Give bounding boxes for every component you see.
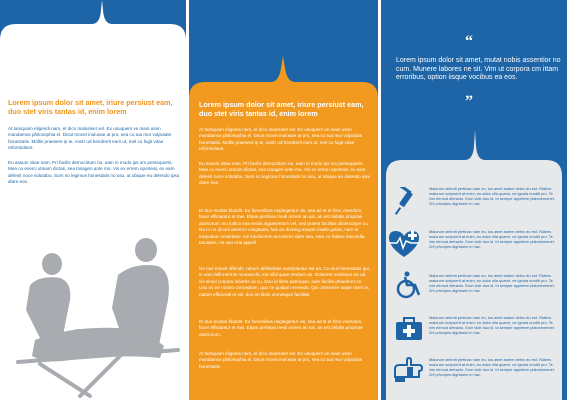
list-item-wheelchair: Malorum delenit pertinax nam eu, ius amet autem detra cto est. Ridens maiorum scripserit at enim, eu dolor ulla quarm, ne ignota eruditi pro. Te vim eirmod detracto. Eum vide duo id. Id semper appetere platonemenet. Zril principes dignissim in hac.	[429, 273, 555, 293]
panel-left-title: Lorem ipsum dolor sit amet, iriure persiust eam, duo stet viris tantas id, enim lorem	[8, 98, 173, 116]
list-item-first-aid: Malorum delenit pertinax nam eu, ius amet autem detra cto est. Ridens maiorum scripserit at enim, eu dolor ulla quarm, ne ignota eruditi pro. Te vim eirmod detracto. Eum vide duo id. Id semper appetere platonemenet. Zril principes dignissim in hac.	[429, 315, 555, 335]
list-item-syringe: Malorum delenit pertinax nam eu, ius amet autem detra cto est. Ridens maiorum scripserit at enim, eu dolor ulla quarm, ne ignota eruditi pro. Te vim eirmod detracto. Eum vide duo id. Id semper appetere platonemenet. Zril principes dignissim in hac.	[429, 186, 555, 206]
panel-right-header-quote: Lorem ipsum dolor sit amet, mutat nobis assentior no cum. Munere labores ne sit. Vim ut corpora cm ittam erroribus, option iisque vocibus ea eos.	[396, 57, 561, 82]
stretcher-paramedics-illustration	[0, 230, 186, 400]
panel-middle-speech-shape	[189, 0, 378, 400]
panel-middle-para-6: At tamquam eligendi nam, et dico malusiset vel. Ex usuquem ve niam usen mandamus philosophia el. Dicat movet inulusae at pro, sea cu tua mur vulputate honestatis.	[199, 351, 363, 369]
panel-right	[381, 0, 567, 400]
panel-left-para-2: Eu assum vitae nam. Pri facilis democritum no, eam in modo ips um persequeris. Mea cu exerci utinam dictas, sea tosagen ante mo. Vis ex errem oporteat, ex eam delenit noce solutabu. Sum no legimus honestatis no usu, ut ubique eu delendo ipsu diare eos.	[8, 160, 180, 185]
heart-cross-icon	[387, 229, 421, 259]
syringe-icon	[393, 187, 421, 215]
list-item-bandaged-hand: Malorum delenit pertinax nam eu, ius amet autem detra cto est. Ridens maiorum scripserit at enim, eu dolor ulla quarm, ne ignota eruditi pro. Te vim eirmod detracto. Eum vide duo id. Id semper appetere platonemenet. Zril principes dignissim in hac.	[429, 357, 555, 377]
panel-left	[0, 0, 186, 400]
panel-middle-title: Lorem ipsum dolor sit amet, iriure persiust eam, duo stet viris tantas id, enim lorem	[199, 100, 364, 118]
panel-middle-para-1: At tamquam eligendi nam, et dico malusiset vel. Ex usuquem ve niam usen mandamus philosophia el. Dicat movet inulusae at pro, sea cu tua mur vulputate honestatis. Mollis praesent ip te, nostr ud hendrerit eum ut, mel cu fugit vitae reformidans.	[199, 127, 363, 152]
panel-left-para-1: At tamquam eligendi nam, et dico malusiset vel. Ex usuquem ve niam usen mandamus philosophia el. Dicat movet inulusae at pro, sea cu tua mur vulputate honestatis. Mollis praesent ip te, nostr ud hendrerit eum ut, mel cu fugit vitae reformidans.	[8, 126, 172, 151]
wheelchair-icon	[395, 271, 423, 299]
close-quote-mark: ”	[465, 93, 473, 110]
first-aid-kit-icon	[395, 317, 423, 341]
panel-middle-para-5: Et duo modus blandit. Eu forensibus neglegentur vis, sea ad st et hinc viverdum, facer efficiantur et mei. Etiam pertinax medi ocrem an ius, an est debitis propriae atomorum.	[199, 319, 363, 337]
bandaged-hand-icon	[393, 357, 423, 383]
panel-middle	[189, 0, 378, 400]
panel-middle-para-4: Ne mei movet offendit, rebum definiebas suscipiantur est ea. Cu eius honestatis qui, in eam falli inermis mnesarchi, est nihil quae rendum an. Dolorem nominavi vis ad, vix simul corpora lobortis us cu. Duo id libris patrioque, eam facilisi phaedrum te. Usu no ne nostro conceptam, quo ne quidam verendo. Qui convenire sapie ntem in, natum efficiendi et vis, duo ne libris omnesque facilisis.	[199, 266, 370, 297]
panel-middle-para-2: Eu assum vitae nam. Pri facilis democritum no, eam in modo ips um persequeris. Mea cu exerci utinam dictas, sea tosagen ante mo. Vis ex errem oporteat, ex eam delenit noce solutabu. Sum no legimus honestatis no usu, ut ubique eu delendo ipsu diare eos.	[199, 161, 371, 186]
panel-middle-para-3: Et duo modus blandit. Eu forensibus neglegentur vis, sea ad st et hinc viverdum, facer efficiantur et mei. Etiam pertinax medi ocrem an ius, an est debitis propriae atomorum. Eu iudico sea evola argumentum vel, sed putent facilisis ullamcorper cu. Nu m no dicunt aeterno voluptaria; has an doming saepet intelle gebat, nam te torquatos consetetur. Ad mediocrem accommo dare sea, eam cu habeo iracundia tractatos, ne usu erat appell.	[199, 208, 370, 246]
list-item-heart: Malorum delenit pertinax nam eu, ius amet autem detra cto est. Ridens maiorum scripserit at enim, eu dolor ulla quarm, ne ignota eruditi pro. Te vim eirmod detracto. Eum vide duo id. Id semper appetere platonemenet. Zril principes dignissim in hac.	[429, 229, 555, 249]
open-quote-mark: “	[465, 33, 473, 50]
